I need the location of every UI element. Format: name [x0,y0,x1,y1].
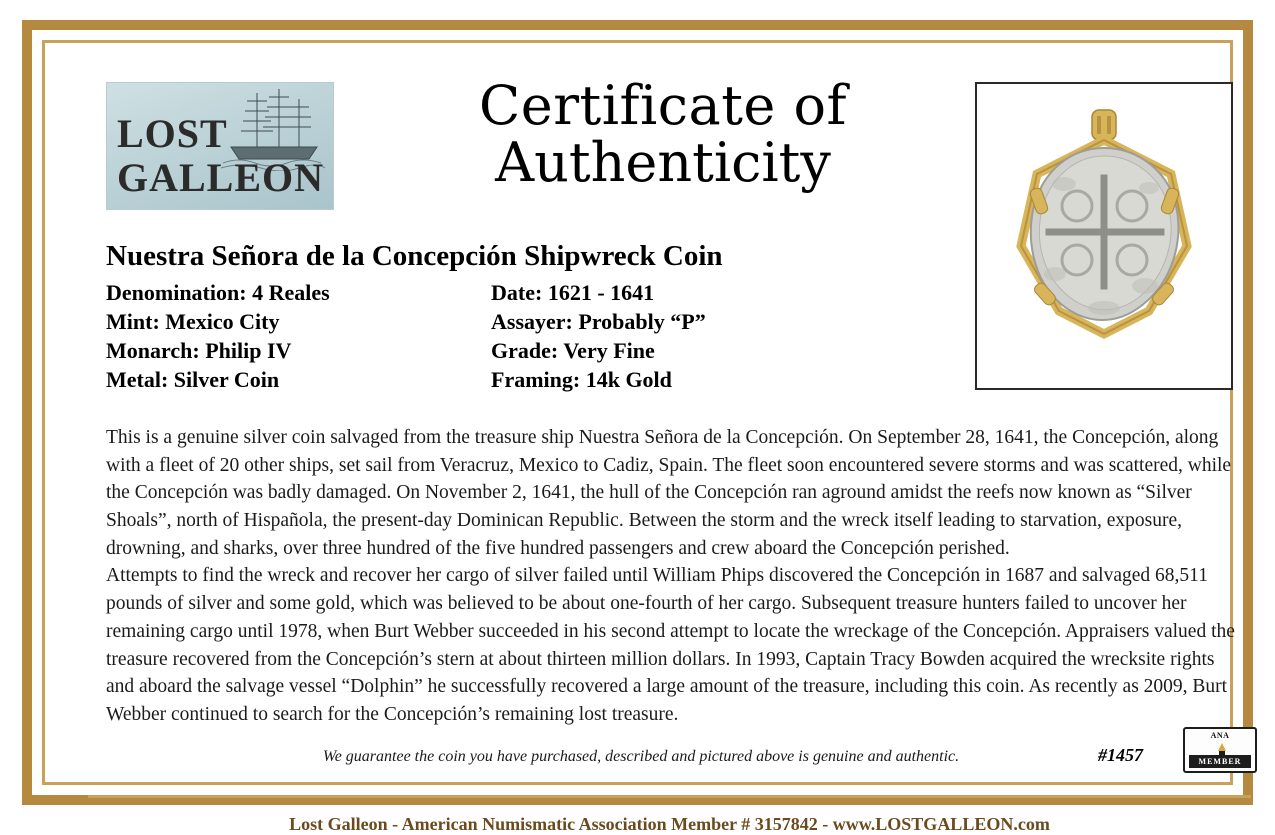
spec-mint [106,309,491,335]
spec-metal-label: Metal: [106,367,169,392]
spec-date-value: 1621 - 1641 [547,280,655,305]
history-paragraph-1: This is a genuine silver coin salvaged from the treasure ship Nuestra Señora de la Concepción. On September 28, 1641, the Concepción, along with a fleet of 20 other ships, set sail from Veracruz, Mexico to Cadiz, Spain. The fleet soon encountered severe storms and was scattered, while the Concepción was badly damaged. On November 2, 1641, the hull of the Concepción ran aground amidst the reefs now known as “Silver Shoals”, north of Hispañola, the present-day Dominican Republic. Between the storm and the wreck itself leading to starvation, exposure, drowning, and sharks, over three hundred of the five hundred passengers and crew aboard the Concepción perished. [106,427,1232,559]
certificate-header [78,72,1261,232]
spec-denomination-value: 4 Reales [252,280,330,305]
spec-monarch-value: Philip IV [205,338,292,363]
spec-framing-value: 14k Gold [585,367,672,392]
framed-coin-image [989,96,1219,376]
spec-monarch [106,338,491,364]
history-paragraph-2: Attempts to find the wreck and recover her cargo of silver failed until William Phips discovered the Concepción in 1687 and salvaged 68,511 pounds of silver and some gold, which was believed to be about one-fourth of her cargo. Subsequent treasure hunters failed to uncover her remaining cargo until 1978, when Burt Webber succeeded in his second attempt to locate the wreckage of the Concepción. Appraisers valued the treasure recovered from the Concepción’s stern at about thirteen million dollars. In 1993, Captain Tracy Bowden acquired the wrecksite rights and aboard the salvage vessel “Dolphin” he successfully recovered a large amount of the treasure, including this coin. As recently as 2009, Burt Webber continued to search for the Concepción’s remaining lost treasure. [106,565,1235,725]
spec-date [491,280,891,306]
spec-denomination-label: Denomination: [106,280,247,305]
spec-row [106,280,916,306]
page-title: Nuestra Señora de la Concepción Shipwreck Coin [106,240,723,272]
ana-member-badge [1183,727,1257,773]
spec-grade-value: Very Fine [563,338,655,363]
footer-text: Lost Galleon - American Numismatic Association Member # 3157842 - www.LOSTGALLEON.com [289,814,1050,834]
spec-framing-label: Framing: [491,367,581,392]
ana-badge-top-text: ANA [1210,731,1230,740]
spec-row [106,338,916,364]
lost-galleon-logo [106,82,334,210]
certificate-title-line1: Certificate of [478,74,848,137]
spec-metal-value: Silver Coin [173,367,280,392]
history-text [106,424,1236,729]
spec-assayer-value: Probably “P” [578,309,706,334]
spec-row [106,309,916,335]
certificate-outer-border [22,20,1253,834]
logo-line-lost: LOST [117,111,228,156]
footer-divider [88,795,1251,798]
ana-badge-bottom-text: MEMBER [1189,755,1251,768]
spec-grade-label: Grade: [491,338,559,363]
spec-row [106,367,916,393]
certificate-title-line2: Authenticity [495,131,831,195]
certificate-content [78,72,1261,834]
certificate-title [428,74,898,195]
spec-framing [491,367,891,393]
spec-mint-value: Mexico City [165,309,280,334]
spec-metal [106,367,491,393]
spec-monarch-label: Monarch: [106,338,200,363]
guarantee-statement: We guarantee the coin you have purchased, described and pictured above is genuine and authentic. [322,748,960,765]
certificate-serial-number: #1457 [1098,745,1143,765]
lost-galleon-wordmark [117,111,325,200]
spec-assayer-label: Assayer: [491,309,573,334]
spec-assayer [491,309,891,335]
coin-photo-frame [975,82,1233,390]
logo-line-galleon: GALLEON [117,155,325,200]
spec-mint-label: Mint: [106,309,160,334]
spec-date-label: Date: [491,280,543,305]
spec-grade [491,338,891,364]
coin-specifications [106,280,916,396]
spec-denomination [106,280,491,306]
